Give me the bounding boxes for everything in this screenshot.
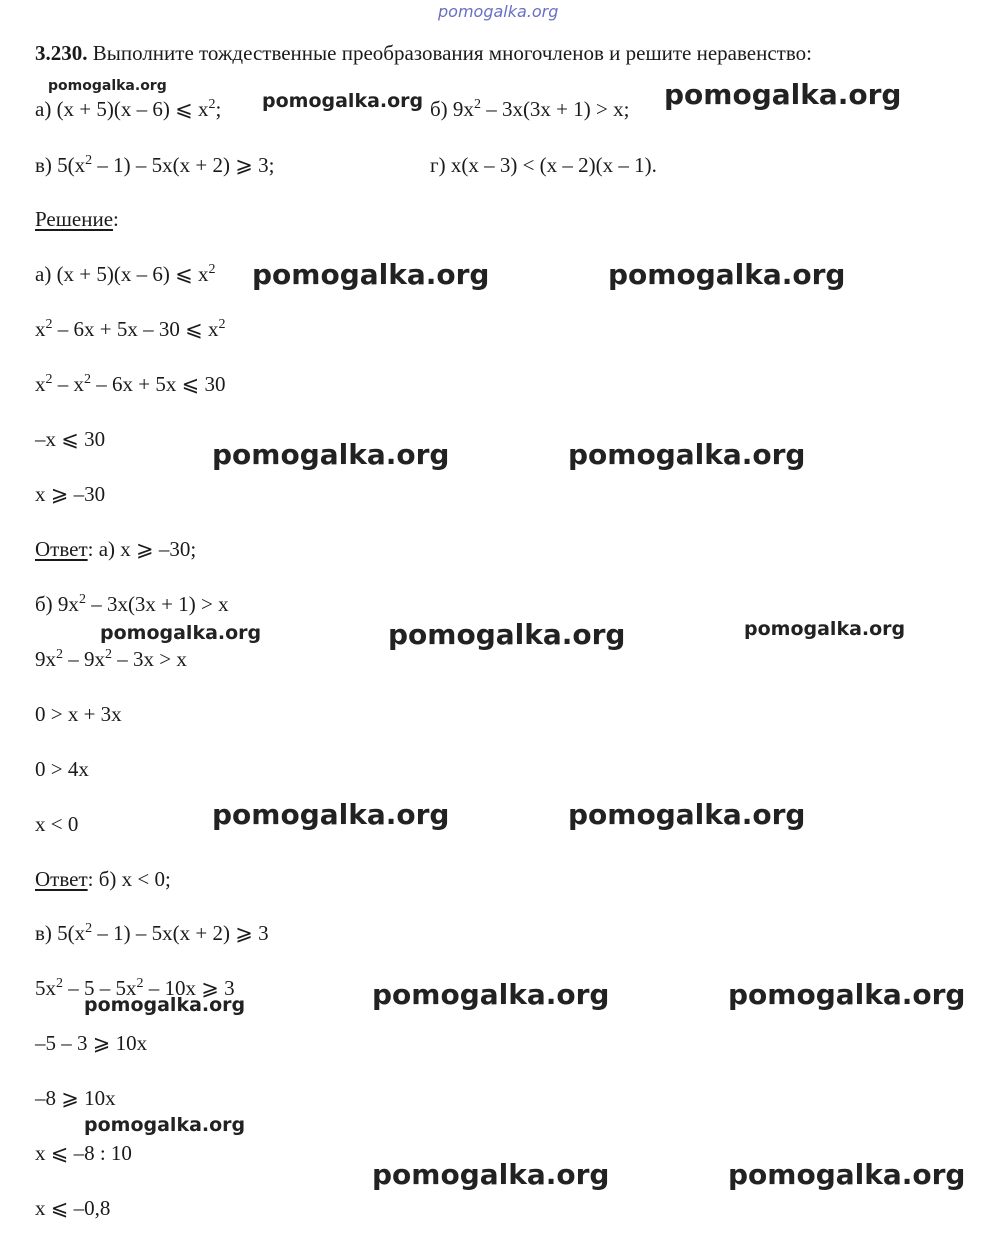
watermark: pomogalka.org [100, 622, 262, 644]
step-a-1: а) (x + 5)(x – 6) ⩽ $x^2$ [35, 262, 216, 286]
task-b: б) $9x^2 - 3x(3x + 1) > x$; [430, 97, 630, 121]
step-v-6: x ⩽ –0,8 [35, 1196, 111, 1220]
watermark: pomogalka.org [372, 978, 610, 1011]
step-v-3: –5 – 3 ⩾ 10x [35, 1031, 148, 1055]
watermark: pomogalka.org [568, 438, 806, 471]
watermark: pomogalka.org [568, 798, 806, 831]
step-b-3: 0 > x + 3x [35, 702, 122, 726]
step-v-2: $5x^2 - 5 - 5x^2 - 10x$ ⩾ 3 [35, 976, 235, 1000]
solution-heading: Решение: [35, 207, 119, 231]
step-v-5: x ⩽ –8 : 10 [35, 1141, 132, 1165]
step-a-3: $x^2 - x^2 - 6x + 5x$ ⩽ 30 [35, 372, 226, 396]
watermark: pomogalka.org [388, 618, 626, 651]
step-b-2: $9x^2 - 9x^2 - 3x > x$ [35, 647, 187, 671]
watermark: pomogalka.org [252, 258, 490, 291]
task-v: в) $5(x^2 - 1) - 5x(x + 2)$ ⩾ 3; [35, 153, 275, 177]
watermark: pomogalka.org [744, 618, 906, 640]
watermark: pomogalka.org [212, 798, 450, 831]
header-watermark: pomogalka.org [438, 2, 559, 21]
step-v-4: –8 ⩾ 10x [35, 1086, 116, 1110]
watermark: pomogalka.org [372, 1158, 610, 1191]
problem-number: 3.230. [35, 41, 88, 65]
watermark: pomogalka.org [728, 1158, 966, 1191]
watermark: pomogalka.org [212, 438, 450, 471]
watermark: pomogalka.org [48, 78, 167, 94]
problem-text: Выполните тождественные преобразования многочленов и решите неравенство: [92, 41, 812, 65]
watermark: pomogalka.org [84, 1114, 246, 1136]
step-b-4: 0 > 4x [35, 757, 89, 781]
step-b-5: x < 0 [35, 812, 79, 836]
watermark: pomogalka.org [728, 978, 966, 1011]
task-g: г) x(x – 3) < (x – 2)(x – 1). [430, 153, 657, 177]
answer-a: Ответ: а) x ⩾ –30; [35, 537, 197, 561]
step-a-5: x ⩾ –30 [35, 482, 106, 506]
watermark: pomogalka.org [664, 78, 902, 111]
watermark: pomogalka.org [262, 90, 424, 112]
watermark: pomogalka.org [84, 994, 246, 1016]
step-a-2: $x^2 - 6x + 5x - 30$ ⩽ $x^2$ [35, 317, 226, 341]
step-b-1: б) $9x^2 - 3x(3x + 1) > x$ [35, 592, 229, 616]
answer-b: Ответ: б) x < 0; [35, 867, 171, 891]
problem-statement [35, 40, 812, 66]
task-a: а) (x + 5)(x – 6) ⩽ $x^2$; [35, 97, 222, 121]
step-v-1: в) $5(x^2 - 1) - 5x(x + 2)$ ⩾ 3 [35, 921, 269, 945]
watermark: pomogalka.org [608, 258, 846, 291]
step-a-4: –x ⩽ 30 [35, 427, 106, 451]
